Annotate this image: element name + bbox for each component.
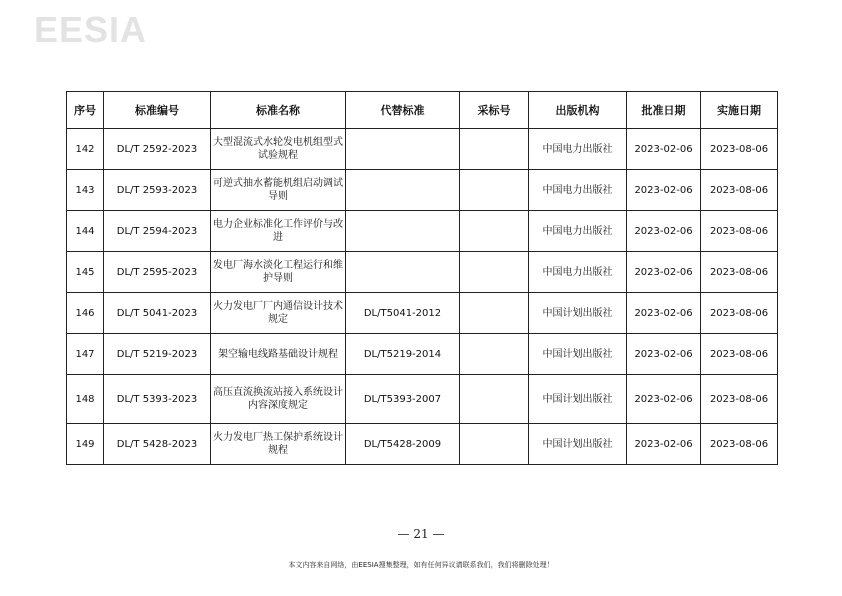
cell-effective-date: 2023-08-06 bbox=[701, 129, 778, 170]
table-row bbox=[67, 293, 778, 334]
cell-standard-name: 火力发电厂热工保护系统设计规程 bbox=[211, 424, 346, 465]
standards-table bbox=[66, 91, 778, 465]
cell-publisher: 中国电力出版社 bbox=[529, 211, 627, 252]
cell-serial: 149 bbox=[67, 424, 104, 465]
cell-effective-date: 2023-08-06 bbox=[701, 293, 778, 334]
cell-approval-date: 2023-02-06 bbox=[627, 170, 701, 211]
source-disclaimer: 本文内容来自网络，由EESIA搜集整理，如有任何异议请联系我们，我们将删除处理！ bbox=[288, 561, 554, 569]
cell-standard-code: DL/T 5219-2023 bbox=[104, 334, 211, 375]
cell-standard-code: DL/T 2595-2023 bbox=[104, 252, 211, 293]
cell-publisher: 中国计划出版社 bbox=[529, 424, 627, 465]
table-row bbox=[67, 424, 778, 465]
cell-publisher: 中国计划出版社 bbox=[529, 334, 627, 375]
cell-standard-name: 电力企业标准化工作评价与改进 bbox=[211, 211, 346, 252]
cell-replaces bbox=[346, 170, 460, 211]
cell-standard-name: 大型混流式水轮发电机组型式试验规程 bbox=[211, 129, 346, 170]
cell-replaces: DL/T5428-2009 bbox=[346, 424, 460, 465]
cell-replaces bbox=[346, 252, 460, 293]
page-number: — 21 — bbox=[397, 527, 445, 541]
cell-adopted-no bbox=[460, 170, 529, 211]
cell-publisher: 中国电力出版社 bbox=[529, 129, 627, 170]
cell-adopted-no bbox=[460, 424, 529, 465]
cell-approval-date: 2023-02-06 bbox=[627, 252, 701, 293]
table-row bbox=[67, 211, 778, 252]
eesia-watermark-logo: EESIA bbox=[34, 9, 148, 50]
cell-standard-code: DL/T 2593-2023 bbox=[104, 170, 211, 211]
cell-replaces: DL/T5219-2014 bbox=[346, 334, 460, 375]
cell-serial: 148 bbox=[67, 375, 104, 424]
cell-serial: 146 bbox=[67, 293, 104, 334]
cell-approval-date: 2023-02-06 bbox=[627, 334, 701, 375]
header-publisher: 出版机构 bbox=[529, 92, 627, 129]
cell-adopted-no bbox=[460, 211, 529, 252]
cell-effective-date: 2023-08-06 bbox=[701, 334, 778, 375]
cell-standard-name: 发电厂海水淡化工程运行和维护导则 bbox=[211, 252, 346, 293]
header-approval-date: 批准日期 bbox=[627, 92, 701, 129]
cell-adopted-no bbox=[460, 293, 529, 334]
cell-replaces: DL/T5041-2012 bbox=[346, 293, 460, 334]
cell-adopted-no bbox=[460, 252, 529, 293]
table-row bbox=[67, 334, 778, 375]
cell-serial: 142 bbox=[67, 129, 104, 170]
header-serial: 序号 bbox=[67, 92, 104, 129]
cell-replaces: DL/T5393-2007 bbox=[346, 375, 460, 424]
cell-approval-date: 2023-02-06 bbox=[627, 129, 701, 170]
cell-serial: 147 bbox=[67, 334, 104, 375]
cell-standard-code: DL/T 5041-2023 bbox=[104, 293, 211, 334]
cell-standard-code: DL/T 2594-2023 bbox=[104, 211, 211, 252]
cell-approval-date: 2023-02-06 bbox=[627, 293, 701, 334]
header-standard-code: 标准编号 bbox=[104, 92, 211, 129]
cell-effective-date: 2023-08-06 bbox=[701, 170, 778, 211]
cell-serial: 145 bbox=[67, 252, 104, 293]
cell-adopted-no bbox=[460, 375, 529, 424]
cell-publisher: 中国计划出版社 bbox=[529, 375, 627, 424]
cell-approval-date: 2023-02-06 bbox=[627, 375, 701, 424]
cell-replaces bbox=[346, 129, 460, 170]
header-standard-name: 标准名称 bbox=[211, 92, 346, 129]
cell-approval-date: 2023-02-06 bbox=[627, 424, 701, 465]
table-row bbox=[67, 170, 778, 211]
header-adopted-no: 采标号 bbox=[460, 92, 529, 129]
cell-standard-name: 高压直流换流站接入系统设计内容深度规定 bbox=[211, 375, 346, 424]
table-row bbox=[67, 375, 778, 424]
cell-effective-date: 2023-08-06 bbox=[701, 375, 778, 424]
cell-standard-name: 火力发电厂厂内通信设计技术规定 bbox=[211, 293, 346, 334]
cell-standard-code: DL/T 2592-2023 bbox=[104, 129, 211, 170]
table-header-row bbox=[67, 92, 778, 129]
cell-standard-code: DL/T 5393-2023 bbox=[104, 375, 211, 424]
cell-serial: 144 bbox=[67, 211, 104, 252]
cell-standard-name: 可逆式抽水蓄能机组启动调试导则 bbox=[211, 170, 346, 211]
cell-publisher: 中国电力出版社 bbox=[529, 170, 627, 211]
table-row bbox=[67, 252, 778, 293]
cell-approval-date: 2023-02-06 bbox=[627, 211, 701, 252]
cell-adopted-no bbox=[460, 334, 529, 375]
cell-replaces bbox=[346, 211, 460, 252]
cell-publisher: 中国电力出版社 bbox=[529, 252, 627, 293]
cell-effective-date: 2023-08-06 bbox=[701, 252, 778, 293]
cell-effective-date: 2023-08-06 bbox=[701, 424, 778, 465]
table-row bbox=[67, 129, 778, 170]
cell-publisher: 中国计划出版社 bbox=[529, 293, 627, 334]
cell-standard-name: 架空输电线路基础设计规程 bbox=[211, 334, 346, 375]
cell-effective-date: 2023-08-06 bbox=[701, 211, 778, 252]
cell-standard-code: DL/T 5428-2023 bbox=[104, 424, 211, 465]
header-effective-date: 实施日期 bbox=[701, 92, 778, 129]
cell-adopted-no bbox=[460, 129, 529, 170]
cell-serial: 143 bbox=[67, 170, 104, 211]
header-replaces: 代替标准 bbox=[346, 92, 460, 129]
